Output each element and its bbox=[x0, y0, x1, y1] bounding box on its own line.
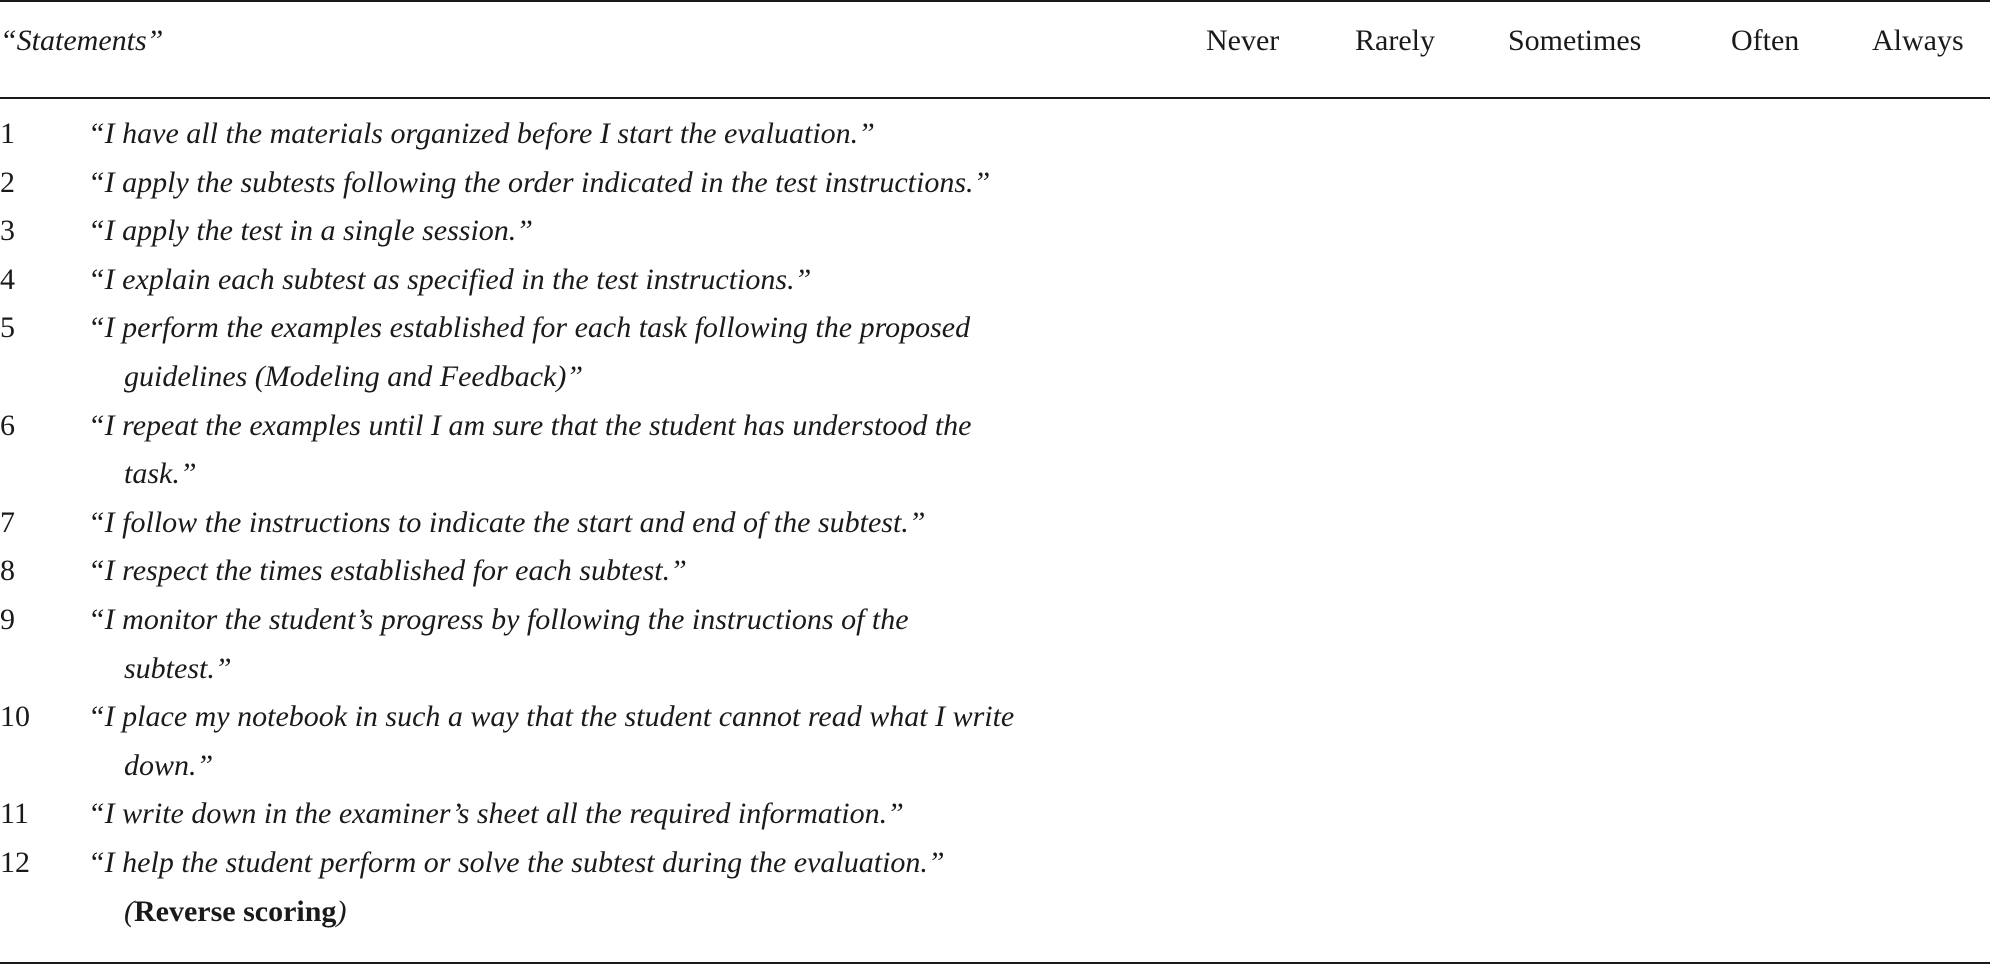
row-statement bbox=[88, 596, 1178, 693]
header-rarely: Rarely bbox=[1355, 24, 1435, 57]
note-close-paren: ) bbox=[336, 894, 347, 928]
row-statement bbox=[88, 402, 1178, 499]
row-number: 4 bbox=[0, 262, 15, 296]
row-number: 11 bbox=[0, 797, 29, 831]
table-header-row bbox=[0, 24, 1990, 72]
row-statement bbox=[88, 304, 1178, 401]
header-sometimes: Sometimes bbox=[1508, 24, 1642, 57]
statement-line: “I help the student perform or solve the subtest during the evaluation.” bbox=[88, 846, 945, 879]
statement-continuation: subtest.” bbox=[124, 651, 232, 685]
reverse-scoring-note bbox=[88, 888, 1178, 937]
row-number: 9 bbox=[0, 603, 15, 636]
row-statement bbox=[88, 256, 1178, 305]
statement-line: “I apply the subtests following the order indicated in the test instructions.” bbox=[88, 165, 991, 199]
statement-line: “I repeat the examples until I am sure that the student has understood the bbox=[88, 408, 972, 442]
statement-continuation: down.” bbox=[124, 748, 214, 782]
row-number: 3 bbox=[0, 214, 15, 248]
header-often: Often bbox=[1731, 24, 1800, 57]
statement-line: “I have all the materials organized before I start the evaluation.” bbox=[88, 117, 875, 150]
row-statement bbox=[88, 693, 1178, 790]
statement-line: “I place my notebook in such a way that the student cannot read what I write bbox=[88, 700, 1015, 734]
statement-continuation: guidelines (Modeling and Feedback)” bbox=[124, 359, 584, 393]
statement-line: “I respect the times established for each subtest.” bbox=[88, 554, 687, 588]
row-number: 10 bbox=[0, 700, 30, 734]
row-number: 8 bbox=[0, 554, 15, 588]
row-number: 7 bbox=[0, 505, 15, 539]
statement-line: “I write down in the examiner’s sheet all the required information.” bbox=[88, 797, 904, 831]
statement-line: “I follow the instructions to indicate the start and end of the subtest.” bbox=[88, 505, 926, 539]
statement-line: “I monitor the student’s progress by following the instructions of the bbox=[88, 603, 909, 636]
reverse-scoring-label: Reverse scoring bbox=[134, 894, 337, 928]
row-number: 6 bbox=[0, 408, 15, 442]
row-number: 1 bbox=[0, 117, 15, 150]
row-statement bbox=[88, 159, 1178, 208]
table-bottom-rule bbox=[0, 962, 1990, 964]
row-statement bbox=[88, 499, 1178, 548]
table-header-rule bbox=[0, 97, 1990, 99]
row-statement bbox=[88, 207, 1178, 256]
header-always: Always bbox=[1872, 24, 1964, 57]
row-number: 5 bbox=[0, 311, 15, 345]
row-number: 12 bbox=[0, 846, 30, 879]
row-statement bbox=[88, 839, 1178, 936]
statement-line: “I apply the test in a single session.” bbox=[88, 214, 533, 248]
row-number: 2 bbox=[0, 165, 15, 199]
note-open-paren: ( bbox=[124, 894, 134, 928]
header-statements: “Statements” bbox=[0, 24, 164, 57]
header-never: Never bbox=[1206, 24, 1280, 57]
row-statement bbox=[88, 790, 1178, 839]
statement-line: “I perform the examples established for each task following the proposed bbox=[88, 311, 971, 345]
table-top-rule bbox=[0, 0, 1990, 2]
statement-line: “I explain each subtest as specified in the test instructions.” bbox=[88, 262, 812, 296]
row-statement bbox=[88, 110, 1178, 159]
statement-continuation: task.” bbox=[124, 457, 197, 491]
row-statement bbox=[88, 547, 1178, 596]
